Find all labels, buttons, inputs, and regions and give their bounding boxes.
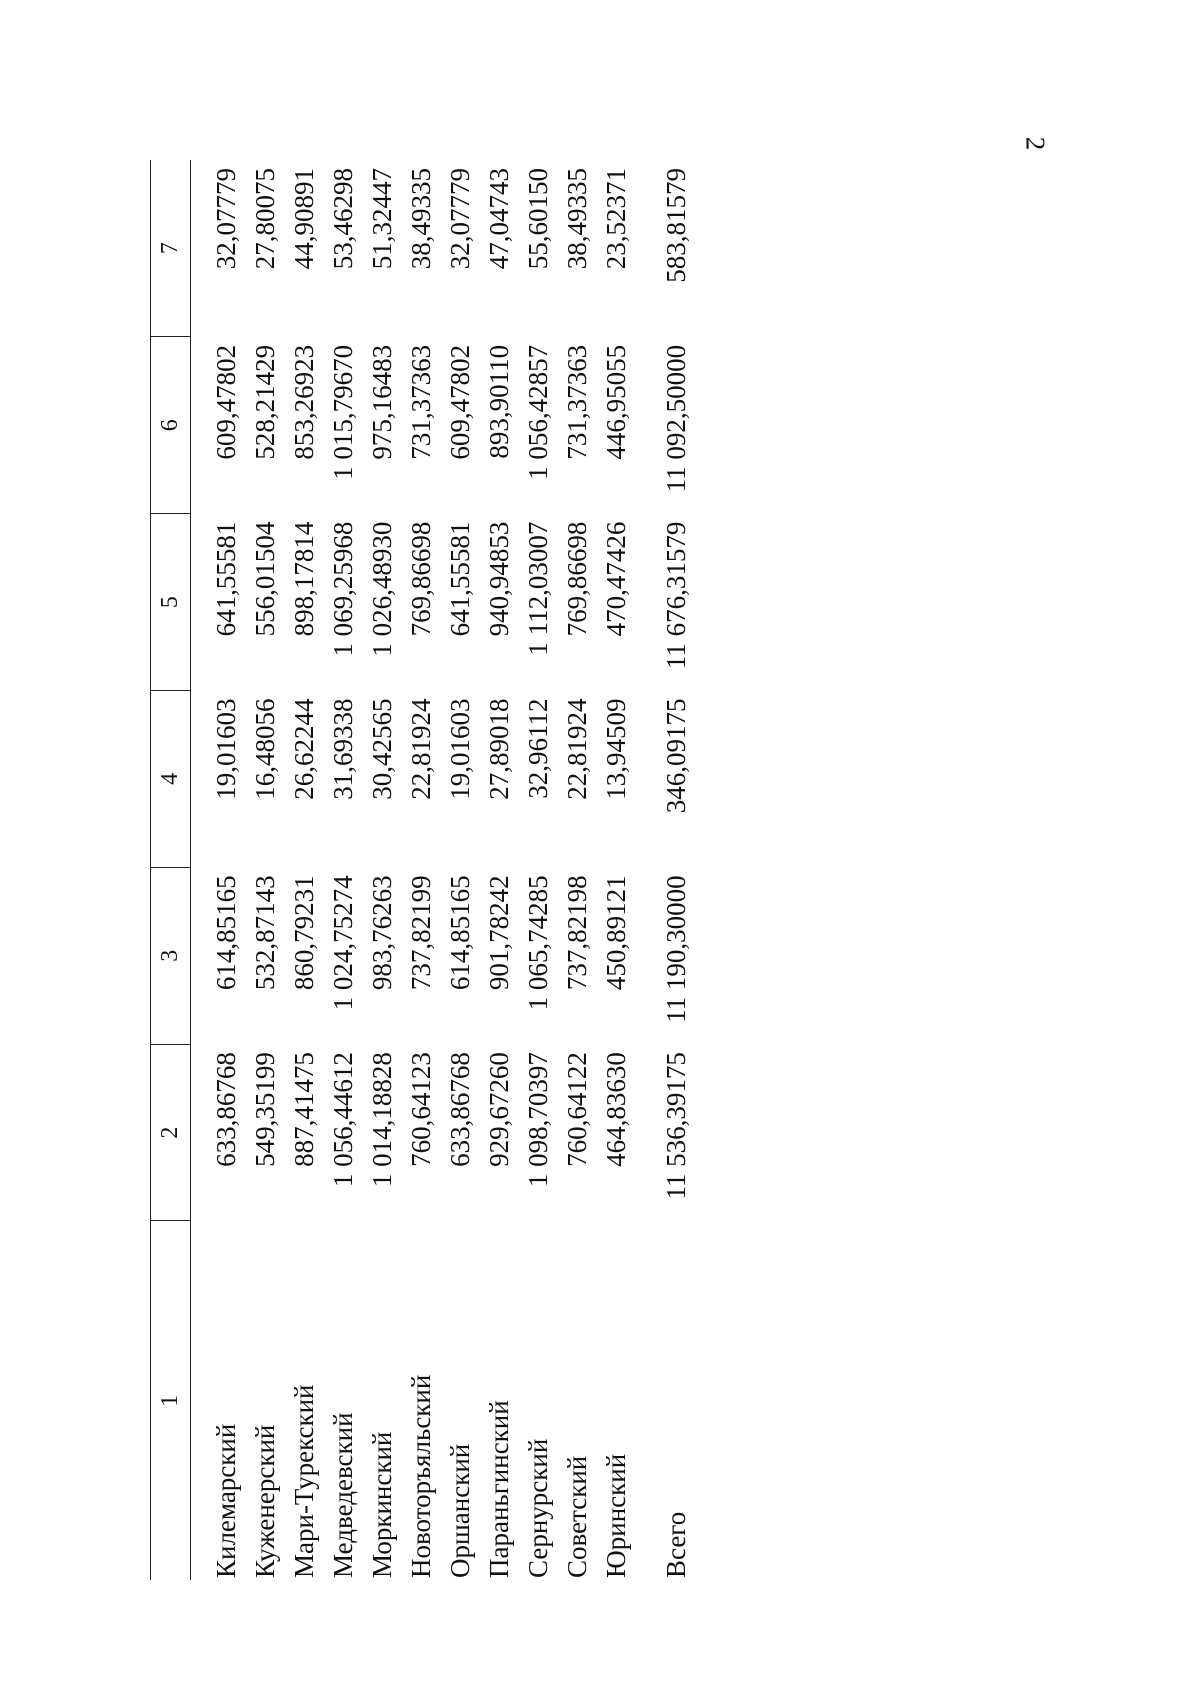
value-cell: 609,47802 bbox=[211, 344, 241, 460]
total-label: Всего bbox=[661, 1511, 691, 1578]
column-header: 1 bbox=[151, 1221, 191, 1580]
value-cell: 47,04743 bbox=[484, 168, 514, 270]
value-cell: 1 098,70397 bbox=[523, 1052, 553, 1188]
district-name: Юринский bbox=[601, 1453, 631, 1578]
value-cell: 940,94853 bbox=[484, 521, 514, 637]
value-cell: 633,86768 bbox=[445, 1052, 475, 1167]
value-cell: 1 014,18828 bbox=[367, 1052, 397, 1188]
value-cell: 22,81924 bbox=[406, 698, 436, 800]
total-cell: 11 190,30000 bbox=[661, 875, 691, 1023]
value-cell: 532,87143 bbox=[250, 875, 280, 991]
total-cell: 11 676,31579 bbox=[661, 521, 691, 670]
value-cell: 27,80075 bbox=[250, 168, 280, 270]
value-cell: 641,55581 bbox=[445, 521, 475, 637]
data-table bbox=[150, 160, 697, 1580]
table-row bbox=[324, 160, 363, 1580]
value-cell: 760,64123 bbox=[406, 1052, 436, 1167]
table-row bbox=[402, 160, 441, 1580]
district-name: Сернурский bbox=[523, 1438, 553, 1578]
column-header: 2 bbox=[151, 1044, 191, 1221]
value-cell: 1 069,25968 bbox=[328, 521, 358, 657]
value-cell: 641,55581 bbox=[211, 521, 241, 637]
value-cell: 1 056,42857 bbox=[523, 344, 553, 480]
value-cell: 23,52371 bbox=[601, 168, 631, 270]
value-cell: 737,82198 bbox=[562, 875, 592, 991]
district-name: Моркинский bbox=[367, 1431, 397, 1578]
table-row bbox=[519, 160, 558, 1580]
value-cell: 44,90891 bbox=[289, 168, 319, 270]
district-name: Параньгинский bbox=[484, 1400, 514, 1578]
table-row bbox=[363, 160, 402, 1580]
value-cell: 614,85165 bbox=[445, 875, 475, 991]
value-cell: 853,26923 bbox=[289, 344, 319, 460]
value-cell: 32,96112 bbox=[523, 698, 553, 799]
page-number: 2 bbox=[1020, 136, 1051, 151]
district-name: Килемарский bbox=[211, 1423, 241, 1578]
table-row bbox=[207, 160, 246, 1580]
value-cell: 27,89018 bbox=[484, 698, 514, 800]
value-cell: 38,49335 bbox=[562, 168, 592, 270]
table-row bbox=[597, 160, 636, 1580]
value-cell: 898,17814 bbox=[289, 521, 319, 637]
value-cell: 13,94509 bbox=[601, 698, 631, 800]
value-cell: 1 024,75274 bbox=[328, 875, 358, 1011]
value-cell: 549,35199 bbox=[250, 1052, 280, 1167]
value-cell: 887,41475 bbox=[289, 1052, 319, 1167]
value-cell: 470,47426 bbox=[601, 521, 631, 637]
value-cell: 30,42565 bbox=[367, 698, 397, 800]
district-name: Новоторъяльский bbox=[406, 1374, 436, 1578]
column-header: 6 bbox=[151, 337, 191, 514]
value-cell: 1 112,03007 bbox=[523, 521, 553, 656]
value-cell: 731,37363 bbox=[406, 344, 436, 460]
value-cell: 31,69338 bbox=[328, 698, 358, 800]
column-number-header bbox=[151, 160, 191, 1580]
column-header: 5 bbox=[151, 514, 191, 691]
value-cell: 609,47802 bbox=[445, 344, 475, 460]
value-cell: 929,67260 bbox=[484, 1052, 514, 1167]
district-name: Советский bbox=[562, 1455, 592, 1578]
value-cell: 38,49335 bbox=[406, 168, 436, 270]
total-cell: 583,81579 bbox=[661, 168, 691, 283]
district-name: Оршанский bbox=[445, 1443, 475, 1578]
value-cell: 737,82199 bbox=[406, 875, 436, 991]
value-cell: 614,85165 bbox=[211, 875, 241, 991]
total-cell: 11 092,50000 bbox=[661, 344, 691, 493]
total-cell: 346,09175 bbox=[661, 698, 691, 814]
value-cell: 731,37363 bbox=[562, 344, 592, 460]
value-cell: 19,01603 bbox=[211, 698, 241, 800]
value-cell: 464,83630 bbox=[601, 1052, 631, 1167]
total-row bbox=[656, 160, 697, 1580]
value-cell: 633,86768 bbox=[211, 1052, 241, 1167]
value-cell: 1 015,79670 bbox=[328, 344, 358, 480]
value-cell: 769,86698 bbox=[562, 521, 592, 637]
table-row bbox=[558, 160, 597, 1580]
value-cell: 19,01603 bbox=[445, 698, 475, 800]
value-cell: 975,16483 bbox=[367, 344, 397, 460]
column-header: 7 bbox=[151, 160, 191, 337]
value-cell: 51,32447 bbox=[367, 168, 397, 270]
value-cell: 22,81924 bbox=[562, 698, 592, 800]
value-cell: 760,64122 bbox=[562, 1052, 592, 1167]
value-cell: 53,46298 bbox=[328, 168, 358, 270]
value-cell: 893,90110 bbox=[484, 344, 514, 459]
value-cell: 769,86698 bbox=[406, 521, 436, 637]
value-cell: 16,48056 bbox=[250, 698, 280, 800]
column-header: 4 bbox=[151, 691, 191, 868]
district-name: Куженерский bbox=[250, 1424, 280, 1578]
column-header: 3 bbox=[151, 867, 191, 1044]
rotated-table-sheet bbox=[150, 160, 691, 1580]
value-cell: 1 026,48930 bbox=[367, 521, 397, 657]
table-row bbox=[246, 160, 285, 1580]
value-cell: 901,78242 bbox=[484, 875, 514, 991]
value-cell: 860,79231 bbox=[289, 875, 319, 991]
value-cell: 528,21429 bbox=[250, 344, 280, 460]
value-cell: 983,76263 bbox=[367, 875, 397, 991]
value-cell: 32,07779 bbox=[445, 168, 475, 270]
value-cell: 446,95055 bbox=[601, 344, 631, 460]
district-name: Медведевский bbox=[328, 1412, 358, 1578]
value-cell: 26,62244 bbox=[289, 698, 319, 800]
table-body bbox=[207, 160, 636, 1580]
value-cell: 450,89121 bbox=[601, 875, 631, 991]
value-cell: 1 056,44612 bbox=[328, 1052, 358, 1188]
value-cell: 556,01504 bbox=[250, 521, 280, 637]
total-cell: 11 536,39175 bbox=[661, 1052, 691, 1200]
value-cell: 1 065,74285 bbox=[523, 875, 553, 1011]
district-name: Мари-Турекский bbox=[289, 1384, 319, 1578]
value-cell: 32,07779 bbox=[211, 168, 241, 270]
table-row bbox=[480, 160, 519, 1580]
value-cell: 55,60150 bbox=[523, 168, 553, 270]
table-row bbox=[285, 160, 324, 1580]
table-row bbox=[441, 160, 480, 1580]
